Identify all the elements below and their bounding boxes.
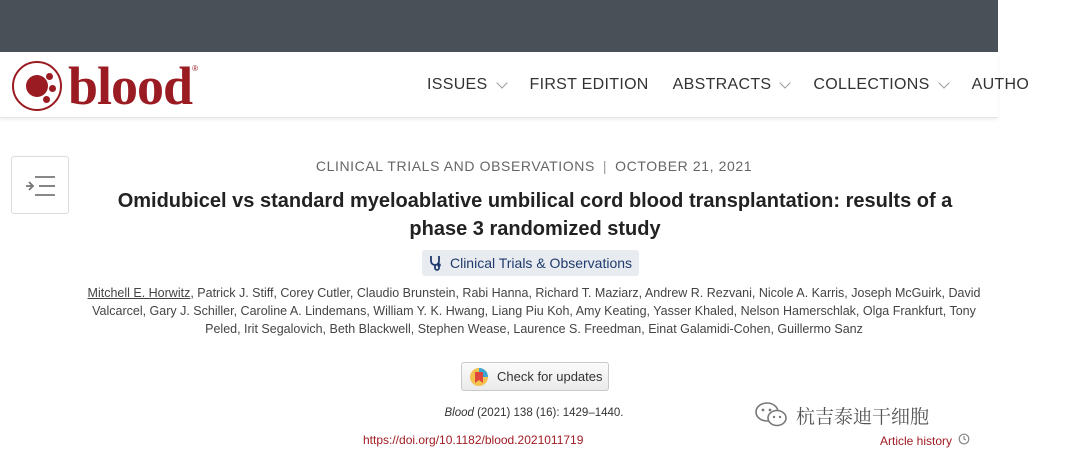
history-clock-icon	[958, 433, 970, 448]
crossmark-icon	[469, 367, 489, 387]
article-date: OCTOBER 21, 2021	[615, 158, 753, 174]
nav-issues[interactable]	[427, 76, 506, 94]
wechat-icon	[754, 400, 790, 430]
nav-collections[interactable]	[813, 76, 947, 94]
society-seal-icon	[12, 61, 62, 111]
logo-registered-mark: ®	[192, 64, 198, 73]
site-header	[0, 52, 1030, 118]
nav-first-edition-label: FIRST EDITION	[529, 76, 649, 93]
subject-tag[interactable]	[422, 250, 639, 276]
nav-abstracts[interactable]	[673, 76, 790, 94]
stethoscope-icon	[429, 255, 443, 271]
chevron-down-icon	[938, 77, 949, 88]
citation-details: (2021) 138 (16): 1429–1440.	[473, 407, 624, 419]
journal-name: Blood	[444, 407, 474, 419]
author-list	[80, 284, 988, 338]
logo-wordmark: blood	[68, 56, 193, 116]
chevron-down-icon	[496, 77, 507, 88]
article-meta	[0, 158, 1068, 174]
nav-authors-label: AUTHO	[971, 76, 1030, 93]
subject-tag-label: Clinical Trials & Observations	[449, 255, 633, 271]
nav-collections-label: COLLECTIONS	[813, 76, 930, 93]
watermark-text: 杭吉泰迪干细胞	[796, 405, 930, 428]
nav-issues-label: ISSUES	[427, 76, 488, 93]
blood-logo[interactable]	[12, 56, 198, 116]
nav-first-edition[interactable]	[530, 76, 649, 94]
article-history-label: Article history	[880, 433, 953, 448]
nav-authors[interactable]	[972, 76, 1030, 94]
main-nav	[427, 52, 1053, 118]
top-bar	[0, 0, 998, 52]
article-category[interactable]: CLINICAL TRIALS AND OBSERVATIONS	[315, 158, 595, 174]
chevron-down-icon	[780, 77, 791, 88]
contents-list-icon	[25, 174, 57, 198]
check-for-updates-label: Check for updates	[497, 369, 603, 384]
meta-separator: |	[602, 158, 608, 174]
doi-link[interactable]: https://doi.org/10.1182/blood.2021011719	[363, 433, 584, 447]
article-title: Omidubicel vs standard myeloablative umbilical cord blood transplantation: results of a phase 3 randomized study	[117, 190, 953, 240]
nav-abstracts-label: ABSTRACTS	[672, 76, 772, 93]
article-history-link[interactable]	[880, 433, 970, 448]
other-authors: , Patrick J. Stiff, Corey Cutler, Claudio Brunstein, Rabi Hanna, Richard T. Maziarz, Andrew R. Rezvani, Nicole A. Karris, Joseph McGuirk, David Valcarcel, Gary J. Schiller, Caroline A. Lindemans, William Y. K. Hwang, Liang Piu Koh, Amy Keating, Yasser Khaled, Nelson Hamerschlak, Olga Frankfurt, Tony Peled, Irit Segalovich, Beth Blackwell, Stephen Wease, Laurence S. Freedman, Einat Galamidi-Cohen, Guillermo Sanz	[92, 286, 981, 336]
check-for-updates-button[interactable]	[461, 362, 609, 391]
wechat-watermark	[754, 400, 929, 430]
first-author-link[interactable]: Mitchell E. Horwitz	[87, 286, 191, 300]
